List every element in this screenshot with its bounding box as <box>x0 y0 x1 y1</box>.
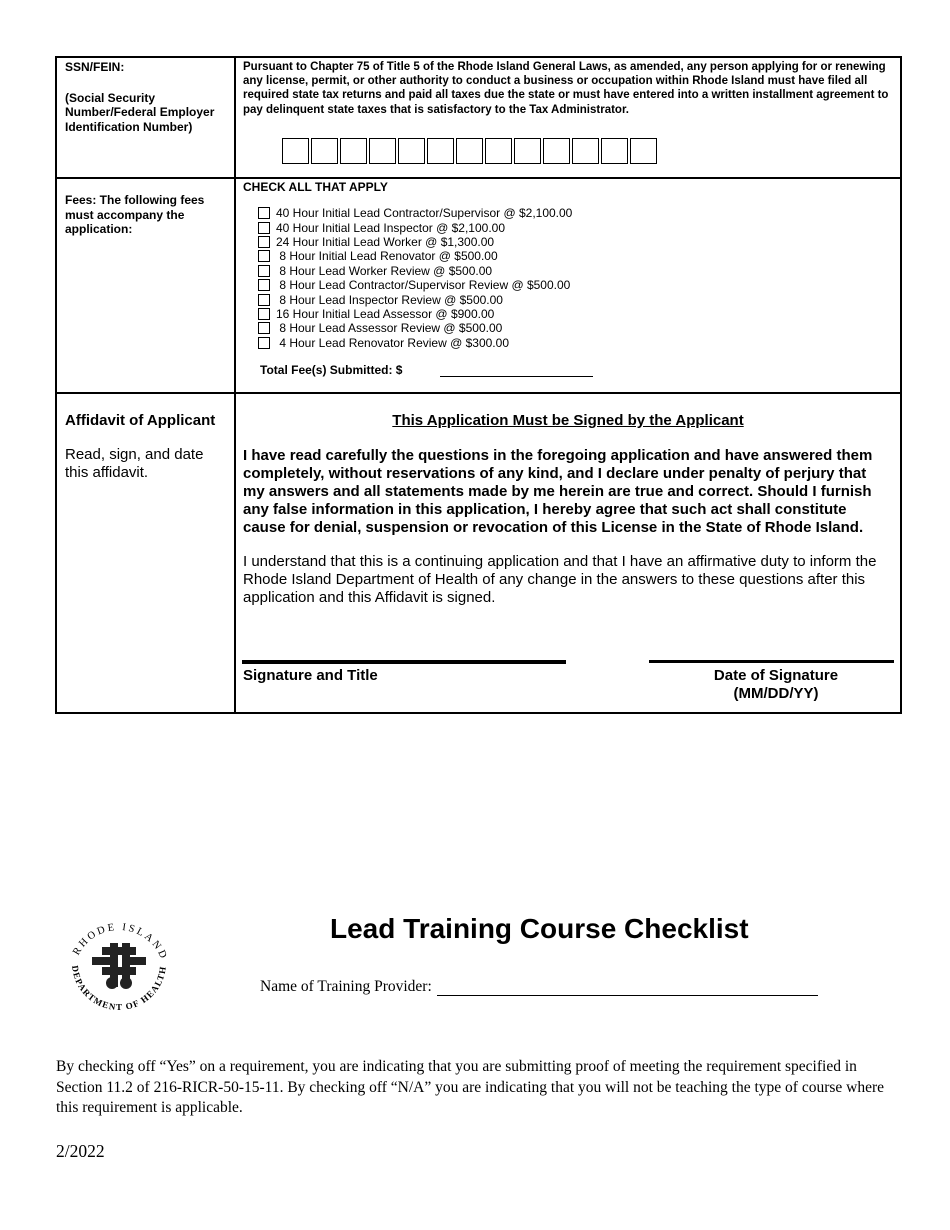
affidavit-content-cell <box>235 393 901 713</box>
fee-option-label: 8 Hour Lead Worker Review @ $500.00 <box>276 263 493 278</box>
checklist-title: Lead Training Course Checklist <box>330 913 749 944</box>
fee-option[interactable] <box>258 336 900 350</box>
logo-emblem-icon <box>92 943 146 989</box>
fee-checkbox[interactable] <box>258 265 270 277</box>
affidavit-label-cell <box>56 393 235 713</box>
ssn-sublabel-2: Number/Federal Employer <box>65 105 215 119</box>
ssn-label: SSN/FEIN: <box>65 60 125 74</box>
fee-option[interactable] <box>258 292 900 306</box>
total-fee-label: Total Fee(s) Submitted: $ <box>260 362 403 377</box>
affidavit-title: Affidavit of Applicant <box>65 412 216 429</box>
ssn-digit-box[interactable] <box>514 138 541 164</box>
fee-option[interactable] <box>258 278 900 292</box>
ssn-row <box>56 57 901 178</box>
fee-checkbox[interactable] <box>258 337 270 349</box>
fee-option[interactable] <box>258 249 900 263</box>
date-label <box>676 667 876 703</box>
fees-label-cell <box>56 178 235 393</box>
ssn-sublabel-3: Identification Number) <box>65 119 193 134</box>
training-provider-input-line[interactable] <box>437 981 818 996</box>
fee-checkbox[interactable] <box>258 308 270 320</box>
ssn-sublabel-1: (Social Security <box>65 90 156 105</box>
fee-option-label: 40 Hour Initial Lead Contractor/Supervisor @ $2,100.00 <box>276 206 573 221</box>
total-fee-input-line[interactable] <box>440 366 593 377</box>
fees-label-1: Fees: The following fees <box>65 193 205 207</box>
ri-department-of-health-logo <box>60 913 178 1025</box>
ssn-label-cell <box>56 57 235 178</box>
signature-line[interactable] <box>242 660 566 664</box>
training-provider-label: Name of Training Provider: <box>260 978 432 995</box>
ssn-digit-box[interactable] <box>282 138 309 164</box>
ssn-digit-box[interactable] <box>369 138 396 164</box>
fees-label-3: application: <box>65 222 133 236</box>
fee-option-label: 24 Hour Initial Lead Worker @ $1,300.00 <box>276 234 495 249</box>
logo-text-bottom: DEPARTMENT OF HEALTH <box>69 964 169 1013</box>
date-label-line-1: Date of Signature <box>713 667 839 684</box>
logo-text-top: RHODE ISLAND <box>71 921 170 963</box>
ssn-digit-box[interactable] <box>456 138 483 164</box>
ssn-digit-box[interactable] <box>601 138 628 164</box>
check-all-heading: CHECK ALL THAT APPLY <box>243 180 388 194</box>
fee-option[interactable] <box>258 307 900 321</box>
affidavit-continuing-duty: I understand that this is a continuing application and that I have an affirmative duty to inform the Rhode Island Department of Health of any change in the answers to these questions after this application and this Affidavit is signed. <box>243 553 877 606</box>
fee-option-label: 8 Hour Lead Inspector Review @ $500.00 <box>276 292 503 307</box>
tax-compliance-notice: Pursuant to Chapter 75 of Title 5 of the Rhode Island General Laws, as amended, any person applying for or renewing any license, permit, or other authority to conduct a business or occupation within Rhode Island must have filed all required state tax returns and paid all taxes due the state or must have entered into a written installment agreement to pay delinquent state taxes that is satisfactory to the Tax Administrator. <box>243 61 889 116</box>
training-provider-field <box>260 978 818 996</box>
fee-checkbox[interactable] <box>258 207 270 219</box>
ssn-digit-box[interactable] <box>543 138 570 164</box>
must-sign-heading: This Application Must be Signed by the Applicant <box>392 412 744 429</box>
ssn-digit-box[interactable] <box>340 138 367 164</box>
date-label-line-2: (MM/DD/YY) <box>733 685 819 702</box>
fee-option-label: 16 Hour Initial Lead Assessor @ $900.00 <box>276 306 495 321</box>
ssn-digit-box[interactable] <box>572 138 599 164</box>
ssn-digit-box[interactable] <box>630 138 657 164</box>
ssn-digit-boxes <box>282 138 900 164</box>
fee-checkbox[interactable] <box>258 322 270 334</box>
affidavit-row <box>56 393 901 713</box>
checklist-instructions: By checking off “Yes” on a requirement, you are indicating that you are submitting proof of meeting the requirement specified in Section 11.2 of 216-RICR-50-15-11. By checking off “N/A” you are indicating that you will not be teaching the type of course where this requirement is applicable. <box>56 1058 885 1116</box>
fee-option-label: 40 Hour Initial Lead Inspector @ $2,100.00 <box>276 220 505 235</box>
fee-option[interactable] <box>258 206 900 220</box>
affidavit-declaration: I have read carefully the questions in the foregoing application and have answered them completely, without reservations of any kind, and I declare under penalty of perjury that my answers and all statements made by me herein are true and correct. Should I furnish any false information in this application, I hereby agree that such act shall constitute cause for denial, suspension or revocation of this License in the State of Rhode Island. <box>243 447 873 536</box>
fee-option-label: 8 Hour Initial Lead Renovator @ $500.00 <box>276 249 498 264</box>
ssn-digit-box[interactable] <box>311 138 338 164</box>
ssn-digit-box[interactable] <box>427 138 454 164</box>
total-fee-field <box>260 363 900 377</box>
fee-checkbox[interactable] <box>258 250 270 262</box>
application-form-table <box>55 56 902 714</box>
date-signature-line[interactable] <box>649 660 894 663</box>
fee-option-label: 4 Hour Lead Renovator Review @ $300.00 <box>276 335 509 350</box>
ssn-input-cell <box>235 57 901 178</box>
fee-checkbox-list <box>258 206 900 350</box>
fee-checkbox[interactable] <box>258 294 270 306</box>
fee-checkbox[interactable] <box>258 236 270 248</box>
fee-option[interactable] <box>258 235 900 249</box>
fee-option[interactable] <box>258 220 900 234</box>
revision-date: 2/2022 <box>56 1141 105 1161</box>
fee-option-label: 8 Hour Lead Contractor/Supervisor Review @ $500.00 <box>276 278 571 293</box>
signature-area <box>236 607 900 701</box>
signature-label: Signature and Title <box>243 667 378 684</box>
fee-checkbox[interactable] <box>258 279 270 291</box>
affidavit-subtitle: Read, sign, and date this affidavit. <box>65 446 204 481</box>
fees-label-2: must accompany the <box>65 207 185 222</box>
fee-checkbox[interactable] <box>258 222 270 234</box>
ssn-digit-box[interactable] <box>398 138 425 164</box>
fee-option[interactable] <box>258 321 900 335</box>
fees-row <box>56 178 901 393</box>
fees-options-cell <box>235 178 901 393</box>
fee-option-label: 8 Hour Lead Assessor Review @ $500.00 <box>276 321 503 336</box>
ssn-digit-box[interactable] <box>485 138 512 164</box>
fee-option[interactable] <box>258 264 900 278</box>
